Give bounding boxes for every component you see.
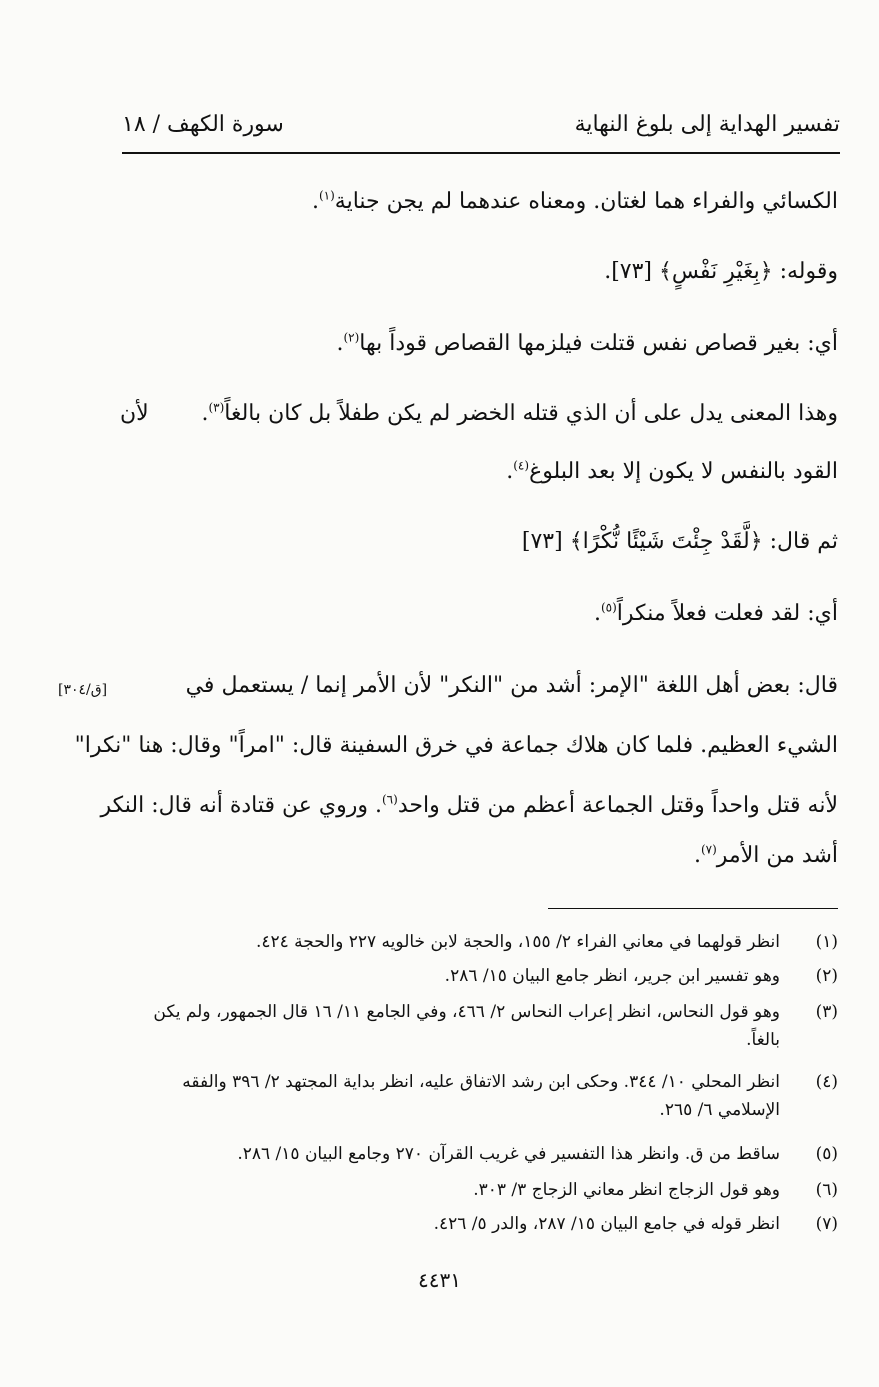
footnote-ref-4[interactable]: (٤) <box>513 458 530 473</box>
footnote-2: (٢) وهو تفسير ابن جرير، انظر جامع البيان ١٥/ ٢٨٦. <box>444 966 838 986</box>
footnote-7: (٧) انظر قوله في جامع البيان ١٥/ ٢٨٧، والدر ٥/ ٤٢٦. <box>433 1214 838 1234</box>
paragraph-3-line-2: القود بالنفس لا يكون إلا بعد البلوغ$^{(٤)}$. <box>506 458 838 484</box>
footnote-1: (١) انظر قولهما في معاني الفراء ٢/ ١٥٥، والحجة لابن خالويه ٢٢٧ والحجة ٤٢٤. <box>255 932 838 952</box>
footnote-ref-1[interactable]: (١) <box>318 188 335 203</box>
page-number: ٤٤٣١ <box>418 1268 461 1292</box>
footnote-ref-2[interactable]: (٢) <box>343 330 360 345</box>
verse-line-2: ثم قال: ﴿لَّقَدْ جِئْتَ شَيْئًا نُّكْرًا﴾ [٧٣] <box>521 529 838 554</box>
paragraph-1: الكسائي والفراء هما لغتان. ومعناه عندهما لم يجن جناية$^{(١)}$. <box>311 188 838 214</box>
footnote-3: (٣) وهو قول النحاس، انظر إعراب النحاس ٢/ ٤٦٦، وفي الجامع ١١/ ١٦ قال الجمهور، ولم يكن بالغاً. <box>153 1002 838 1050</box>
paragraph-5-line-4: أشد من الأمر$^{(٧)}$. <box>693 842 838 868</box>
paragraph-5-line-2: الشيء العظيم. فلما كان هلاك جماعة في خرق السفينة قال: "امراً" وقال: هنا "نكرا" <box>74 733 838 758</box>
header-rule <box>122 152 840 154</box>
paragraph-5-line-3: لأنه قتل واحداً وقتل الجماعة أعظم من قتل واحد$^{(٦)}$. وروي عن قتادة أنه قال: النكر <box>100 792 838 818</box>
running-header <box>122 112 840 152</box>
footnote-ref-7[interactable]: (٧) <box>700 842 717 857</box>
paragraph-4: أي: لقد فعلت فعلاً منكراً$^{(٥)}$. <box>593 600 838 626</box>
paragraph-2: أي: بغير قصاص نفس قتلت فيلزمها القصاص قوداً بها$^{(٢)}$. <box>336 330 838 356</box>
footnote-rule <box>548 908 838 909</box>
paragraph-3-line-1: وهذا المعنى يدل على أن الذي قتله الخضر لم يكن طفلاً بل كان بالغاً$^{(٣)}$. لأن <box>120 400 838 426</box>
footnote-6: (٦) وهو قول الزجاج انظر معاني الزجاج ٣/ ٣٠٣. <box>473 1180 838 1200</box>
book-title: تفسير الهداية إلى بلوغ النهاية <box>574 112 840 137</box>
footnote-ref-6[interactable]: (٦) <box>381 792 398 807</box>
verse-line-1: وقوله: ﴿بِغَيْرِ نَفْسٍ﴾ [٧٣]. <box>604 259 838 284</box>
paragraph-5-line-1: قال: بعض أهل اللغة "الإمر: أشد من "النكر" لأن الأمر إنما / يستعمل في <box>185 673 838 698</box>
manuscript-ref: [ق/٣٠٤] <box>58 682 108 698</box>
footnote-5: (٥) ساقط من ق. وانظر هذا التفسير في غريب القرآن ٢٧٠ وجامع البيان ١٥/ ٢٨٦. <box>237 1144 838 1164</box>
footnote-ref-3[interactable]: (٣) <box>208 400 225 415</box>
surah-label: سورة الكهف / ١٨ <box>122 112 284 137</box>
footnote-4: (٤) انظر المحلي ١٠/ ٣٤٤. وحكى ابن رشد الاتفاق عليه، انظر بداية المجتهد ٢/ ٣٩٦ والفقه الإسلامي ٦/ ٢٦٥. <box>182 1072 838 1120</box>
footnote-ref-5[interactable]: (٥) <box>600 600 617 615</box>
